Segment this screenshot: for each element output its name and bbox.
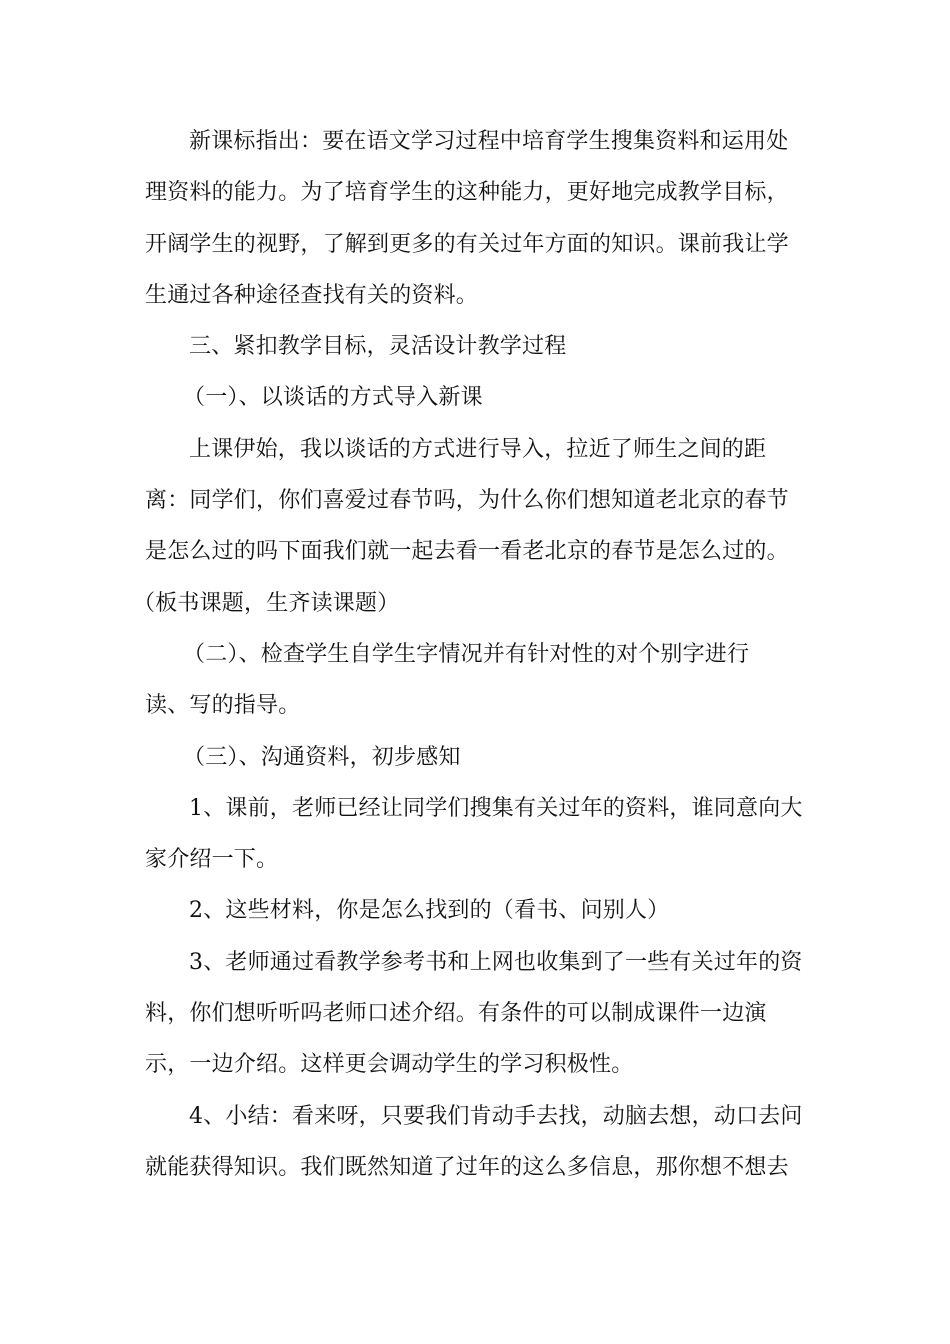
- section-heading: 三、紧扣教学目标，灵活设计教学过程: [189, 334, 567, 360]
- subsection-heading: （三）、沟通资料，初步感知: [183, 744, 461, 770]
- text-line: 开阔学生的视野，了解到更多的有关过年方面的知识。课前我让学: [145, 231, 789, 257]
- text-line: 读、写的指导。: [145, 693, 301, 719]
- text-line: 家介绍一下。: [145, 847, 279, 873]
- text-line: 是怎么过的吗下面我们就一起去看一看老北京的春节是怎么过的。: [145, 539, 789, 565]
- subsection-heading: （二）、检查学生自学生字情况并有针对性的对个别字进行: [183, 641, 750, 667]
- text-line: 新课标指出：要在语文学习过程中培育学生搜集资料和运用处: [189, 129, 789, 154]
- subsection-heading: （一）、以谈话的方式导入新课: [183, 385, 483, 411]
- list-item: 2、这些材料，你是怎么找到的（看书、问别人）: [189, 898, 670, 924]
- text-line: 理资料的能力。为了培育学生的这种能力，更好地完成教学目标，: [145, 180, 789, 206]
- text-line: 离：同学们，你们喜爱过春节吗，为什么你们想知道老北京的春节: [145, 488, 789, 514]
- text-line: 就能获得知识。我们既然知道了过年的这么多信息，那你想不想去: [145, 1154, 789, 1180]
- list-item: 3、老师通过看教学参考书和上网也收集到了一些有关过年的资: [189, 949, 803, 975]
- document-body: [133, 116, 810, 1193]
- text-line: 示，一边介绍。这样更会调动学生的学习积极性。: [145, 1052, 634, 1078]
- text-line: （板书课题，生齐读课题）: [133, 590, 400, 616]
- list-item: 4、小结：看来呀，只要我们肯动手去找，动脑去想，动口去问: [189, 1103, 803, 1129]
- text-line: 料，你们想听听吗老师口述介绍。有条件的可以制成课件一边演: [145, 1001, 767, 1027]
- list-item: 1、课前，老师已经让同学们搜集有关过年的资料，谁同意向大: [189, 795, 803, 821]
- text-line: 上课伊始，我以谈话的方式进行导入，拉近了师生之间的距: [189, 436, 767, 462]
- text-line: 生通过各种途径查找有关的资料。: [145, 282, 479, 308]
